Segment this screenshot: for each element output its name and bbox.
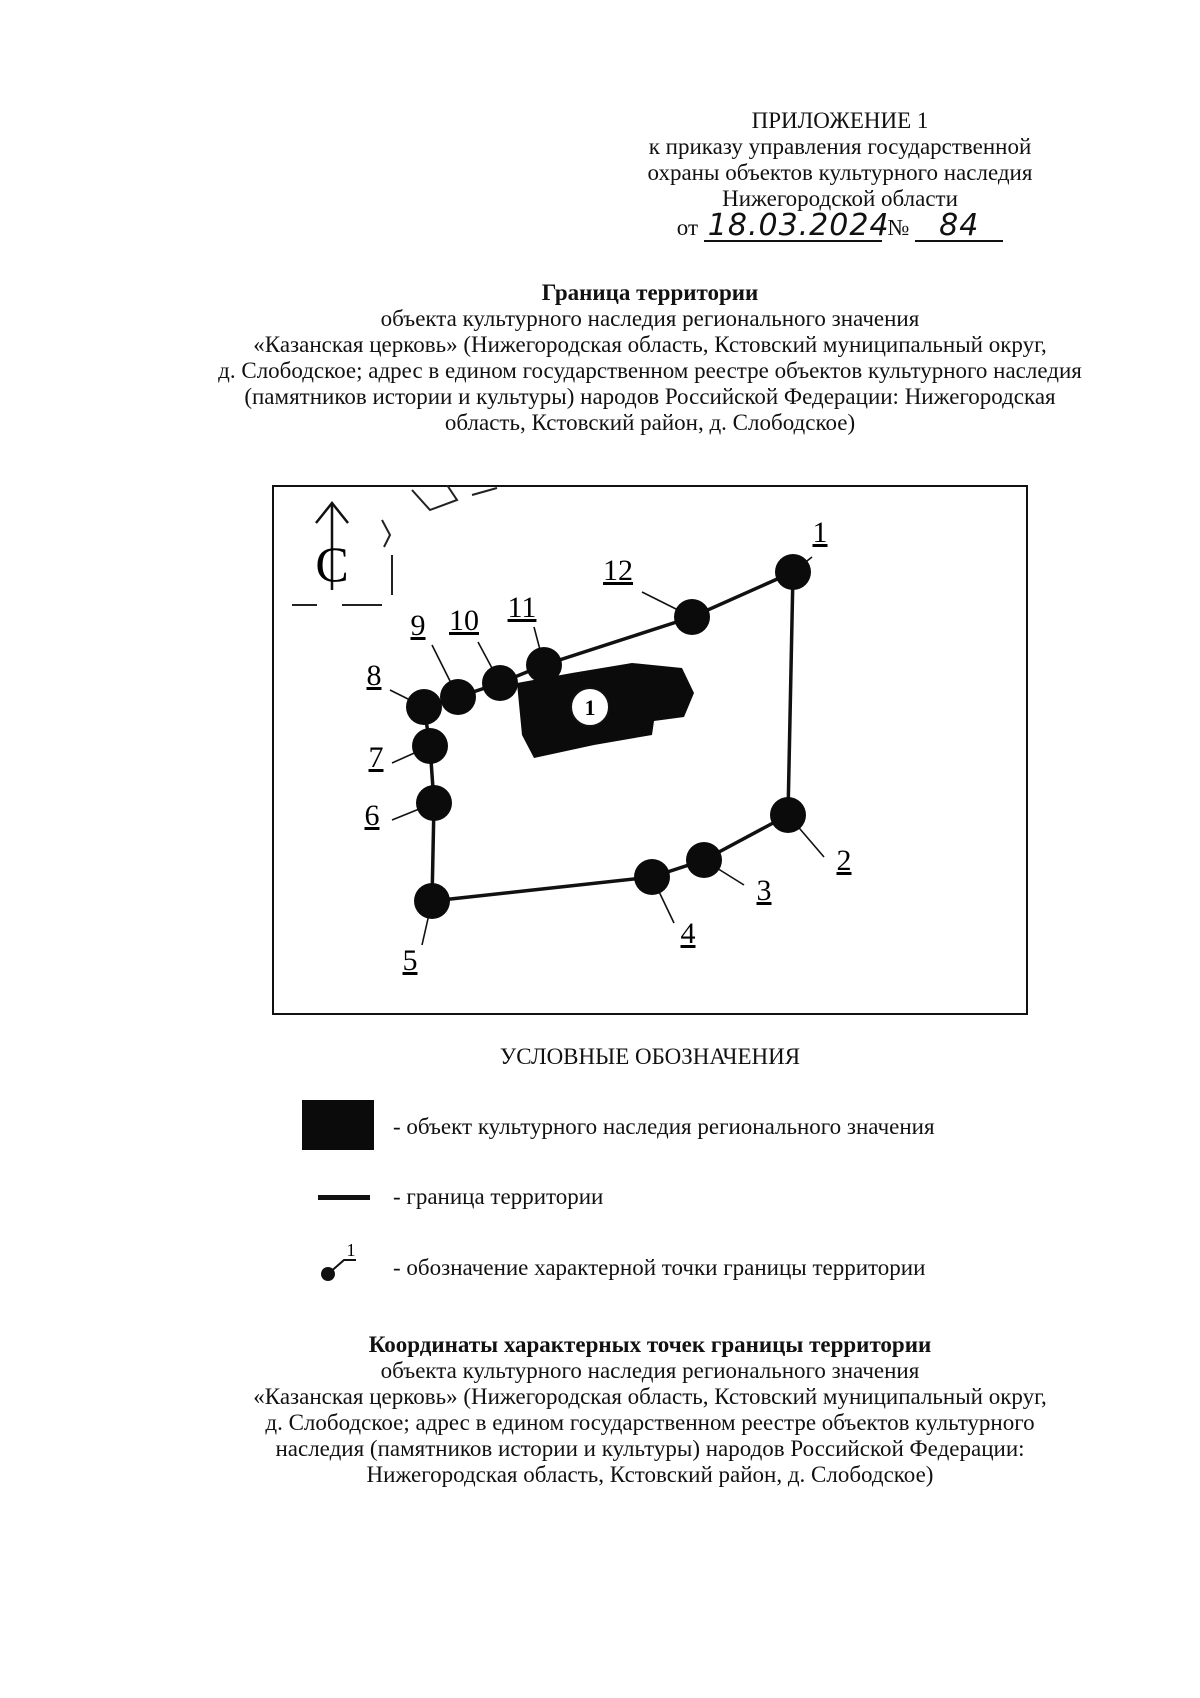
point-label-5: 5 <box>402 944 418 977</box>
legend-text-heritage: - объект культурного наследия регионального значения <box>393 1114 935 1139</box>
number-prefix: № <box>887 215 910 240</box>
north-arrow-icon <box>315 503 348 592</box>
point-label-9: 9 <box>410 609 426 642</box>
point-label-12: 12 <box>603 554 633 587</box>
appendix-title: ПРИЛОЖЕНИЕ 1 <box>751 108 929 133</box>
coords-section <box>160 1332 1140 1488</box>
point-marker-9 <box>440 679 476 715</box>
order-number-handwritten: 84 <box>915 212 1003 242</box>
point-label-11: 11 <box>507 591 537 624</box>
point-marker-12 <box>674 599 710 635</box>
page-title: Граница территории <box>541 280 759 305</box>
appendix-line-3: Нижегородской области <box>722 186 958 211</box>
coords-line-1: объекта культурного наследия регионального значения <box>380 1358 920 1383</box>
header-line-1: объекта культурного наследия регионального значения <box>380 306 920 331</box>
point-marker-8 <box>406 689 442 725</box>
map-frame <box>273 486 1027 1014</box>
appendix-line-2: охраны объектов культурного наследия <box>647 160 1033 185</box>
point-marker-label: 1 <box>346 1240 356 1260</box>
coords-line-5: Нижегородская область, Кстовский район, д. Слободское) <box>366 1462 934 1487</box>
point-label-1: 1 <box>812 516 828 549</box>
point-marker-5 <box>414 883 450 919</box>
header-line-4: (памятников истории и культуры) народов Российской Федерации: Нижегородская <box>244 384 1056 409</box>
heritage-object-swatch-icon <box>302 1100 374 1150</box>
legend-text-boundary: - граница территории <box>393 1184 604 1209</box>
point-label-3: 3 <box>756 874 772 907</box>
point-marker-2 <box>770 797 806 833</box>
header-line-2: «Казанская церковь» (Нижегородская область, Кстовский муниципальный округ, <box>253 332 1047 357</box>
point-marker-icon <box>318 1240 366 1284</box>
object-label: 1 <box>584 695 596 720</box>
point-marker-4 <box>634 859 670 895</box>
north-label: С <box>315 536 349 592</box>
point-label-4: 4 <box>680 917 696 950</box>
point-label-2: 2 <box>836 844 852 877</box>
order-date-line <box>676 208 1003 243</box>
appendix-line-1: к приказу управления государственной <box>648 134 1032 159</box>
point-label-6: 6 <box>364 799 380 832</box>
point-marker-1 <box>775 554 811 590</box>
point-marker-6 <box>416 785 452 821</box>
coords-line-3: д. Слободское; адрес в едином государственном реестре объектов культурного <box>265 1410 1035 1435</box>
territory-map <box>272 485 1028 1015</box>
legend-text-point: - обозначение характерной точки границы территории <box>393 1255 926 1280</box>
date-prefix: от <box>676 215 699 240</box>
legend-title: УСЛОВНЫЕ ОБОЗНАЧЕНИЯ <box>499 1044 801 1069</box>
point-marker-11 <box>526 647 562 683</box>
order-date-handwritten: 18.03.2024 <box>704 212 882 242</box>
point-marker-3 <box>686 842 722 878</box>
header-line-5: область, Кстовский район, д. Слободское) <box>444 410 856 435</box>
header-block <box>170 280 1130 436</box>
point-label-10: 10 <box>449 604 479 637</box>
header-line-3: д. Слободское; адрес в едином государственном реестре объектов культурного наследия <box>218 358 1082 383</box>
point-label-7: 7 <box>368 741 384 774</box>
boundary-line-icon <box>318 1195 370 1200</box>
point-marker-7 <box>412 728 448 764</box>
appendix-block <box>620 108 1060 242</box>
coords-line-2: «Казанская церковь» (Нижегородская область, Кстовский муниципальный округ, <box>253 1384 1047 1409</box>
coords-line-4: наследия (памятников истории и культуры) народов Российской Федерации: <box>275 1436 1025 1461</box>
point-marker-10 <box>482 665 518 701</box>
point-label-8: 8 <box>366 659 382 692</box>
coords-title: Координаты характерных точек границы территории <box>368 1332 932 1357</box>
